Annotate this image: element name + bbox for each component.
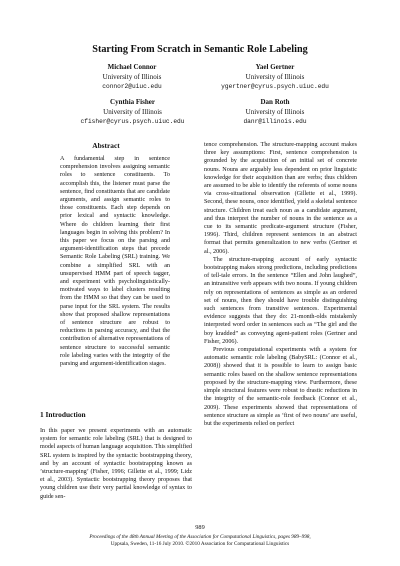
abstract-heading: Abstract: [92, 141, 120, 150]
paper-title: Starting From Scratch in Semantic Role Labeling: [92, 44, 308, 55]
author-affiliation: University of Illinois: [102, 72, 162, 81]
abstract-text: A fundamental step in sentence comprehension involves assigning semantic roles to sentence constituents. To accomplish this, the listener must parse the sentence, find constituents that are candidate arguments, and assign semantic roles to those constituents. Each step depends on prior lexical and syntactic knowledge. Where do children learning their first languages begin in solving this problem? In this paper we focus on the parsing and argument-identification steps that precede Semantic Role Labeling (SRL) training. We combine a simplified SRL with an unsupervised HMM part of speech tagger, and experiment with psycholinguistically-motivated ways to label clusters resulting from the HMM so that they can be used to parse input for the SRL system. The results show that proposed shallow representations of sentence structure are robust to reductions in parsing accuracy, and that the contribution of alternative representations of sentence structure to successful semantic role labeling varies with the integrity of the parsing and argument-identification stages.: [60, 156, 170, 368]
author-email[interactable]: danr@illinois.edu: [243, 118, 307, 126]
author-name: Dan Roth: [260, 98, 290, 106]
right-column: [204, 141, 357, 428]
author-email[interactable]: cfisher@cyrus.psych.uiuc.edu: [80, 118, 185, 126]
section-heading-introduction: 1 Introduction: [40, 410, 86, 419]
author-block-connor: [72, 63, 192, 92]
page-number: 989: [195, 524, 205, 531]
proceedings-footer: [0, 534, 400, 547]
author-name: Cynthia Fisher: [110, 98, 155, 106]
author-name: Michael Connor: [107, 63, 157, 71]
author-name: Yael Gertner: [255, 63, 295, 71]
author-affiliation: University of Illinois: [245, 107, 305, 116]
body-paragraph: Previous computational experiments with a system for automatic semantic role labeling (BabySRL: (Connor et al., 2008)) showed that it is possible to learn to assign basic semantic roles based on the shallow sentence representations proposed by the structure-mapping view. Furthermore, these simple structural features were robust to drastic reductions in the integrity of the semantic-role feedback (Connor et al., 2009). These experiments showed that representations of sentence structure as simple as ‘first of two nouns’ are useful, but the experiments relied on perfect: [204, 347, 357, 427]
body-paragraph: tence comprehension. The structure-mapping account makes three key assumptions: First, sentence comprehension is grounded by the acquisition of an initial set of concrete nouns. Nouns are arguably less dependent on prior linguistic knowledge for their acquisition than are verbs; thus children are assumed to be able to identify the referents of some nouns via cross-situational observation (Gillette et al., 1999). Second, these nouns, once identified, yield a skeletal sentence structure. Children treat each noun as a candidate argument, and thus interpret the number of nouns in the sentence as a cue to its semantic predicate-argument structure (Fisher, 1996). Third, children represent sentences in an abstract format that permits generalization to new verbs (Gertner et al., 2006).: [204, 142, 357, 255]
introduction-paragraph: In this paper we present experiments with an automatic system for semantic role labeling (SRL) that is designed to model aspects of human language acquisition. This simplified SRL system is inspired by the syntactic bootstrapping theory, and by an account of syntactic bootstrapping known as ’structure-mapping’ (Fisher, 1996; Gillette et al., 1999; Lidz et al., 2003). Syntactic bootstrapping theory proposes that young children use their very partial knowledge of syntax to guide sen-: [40, 428, 193, 500]
author-affiliation: University of Illinois: [103, 107, 162, 116]
author-block-gertner: [210, 63, 340, 92]
author-email[interactable]: connor2@uiuc.edu: [102, 83, 162, 91]
author-block-roth: [215, 98, 335, 127]
footer-line-1: Proceedings of the 48th Annual Meeting of the Association for Computational Linguistics, pages 989–998,: [89, 534, 311, 540]
author-email[interactable]: ygertner@cyrus.psych.uiuc.edu: [221, 83, 329, 91]
author-affiliation: University of Illinois: [245, 72, 305, 81]
author-block-fisher: [60, 98, 205, 127]
body-paragraph: The structure-mapping account of early syntactic bootstrapping makes strong predictions, including predictions of tell-tale errors. In the sentence “Ellen and John laughed”, an intransitive verb appears with two nouns. If young children rely on representations of sentences as simple as an ordered set of nouns, then they should have trouble distinguishing such sentences from transitive sentences. Experimental evidence suggests that they do: 21-month-olds mistakenly interpreted word order in sentences such as “The girl and the boy kradded” as conveying agent-patient roles (Gertner and Fisher, 2006).: [204, 256, 357, 345]
footer-line-2: Uppsala, Sweden, 11-16 July 2010. ©2010 Association for Computational Linguistics: [110, 540, 290, 547]
